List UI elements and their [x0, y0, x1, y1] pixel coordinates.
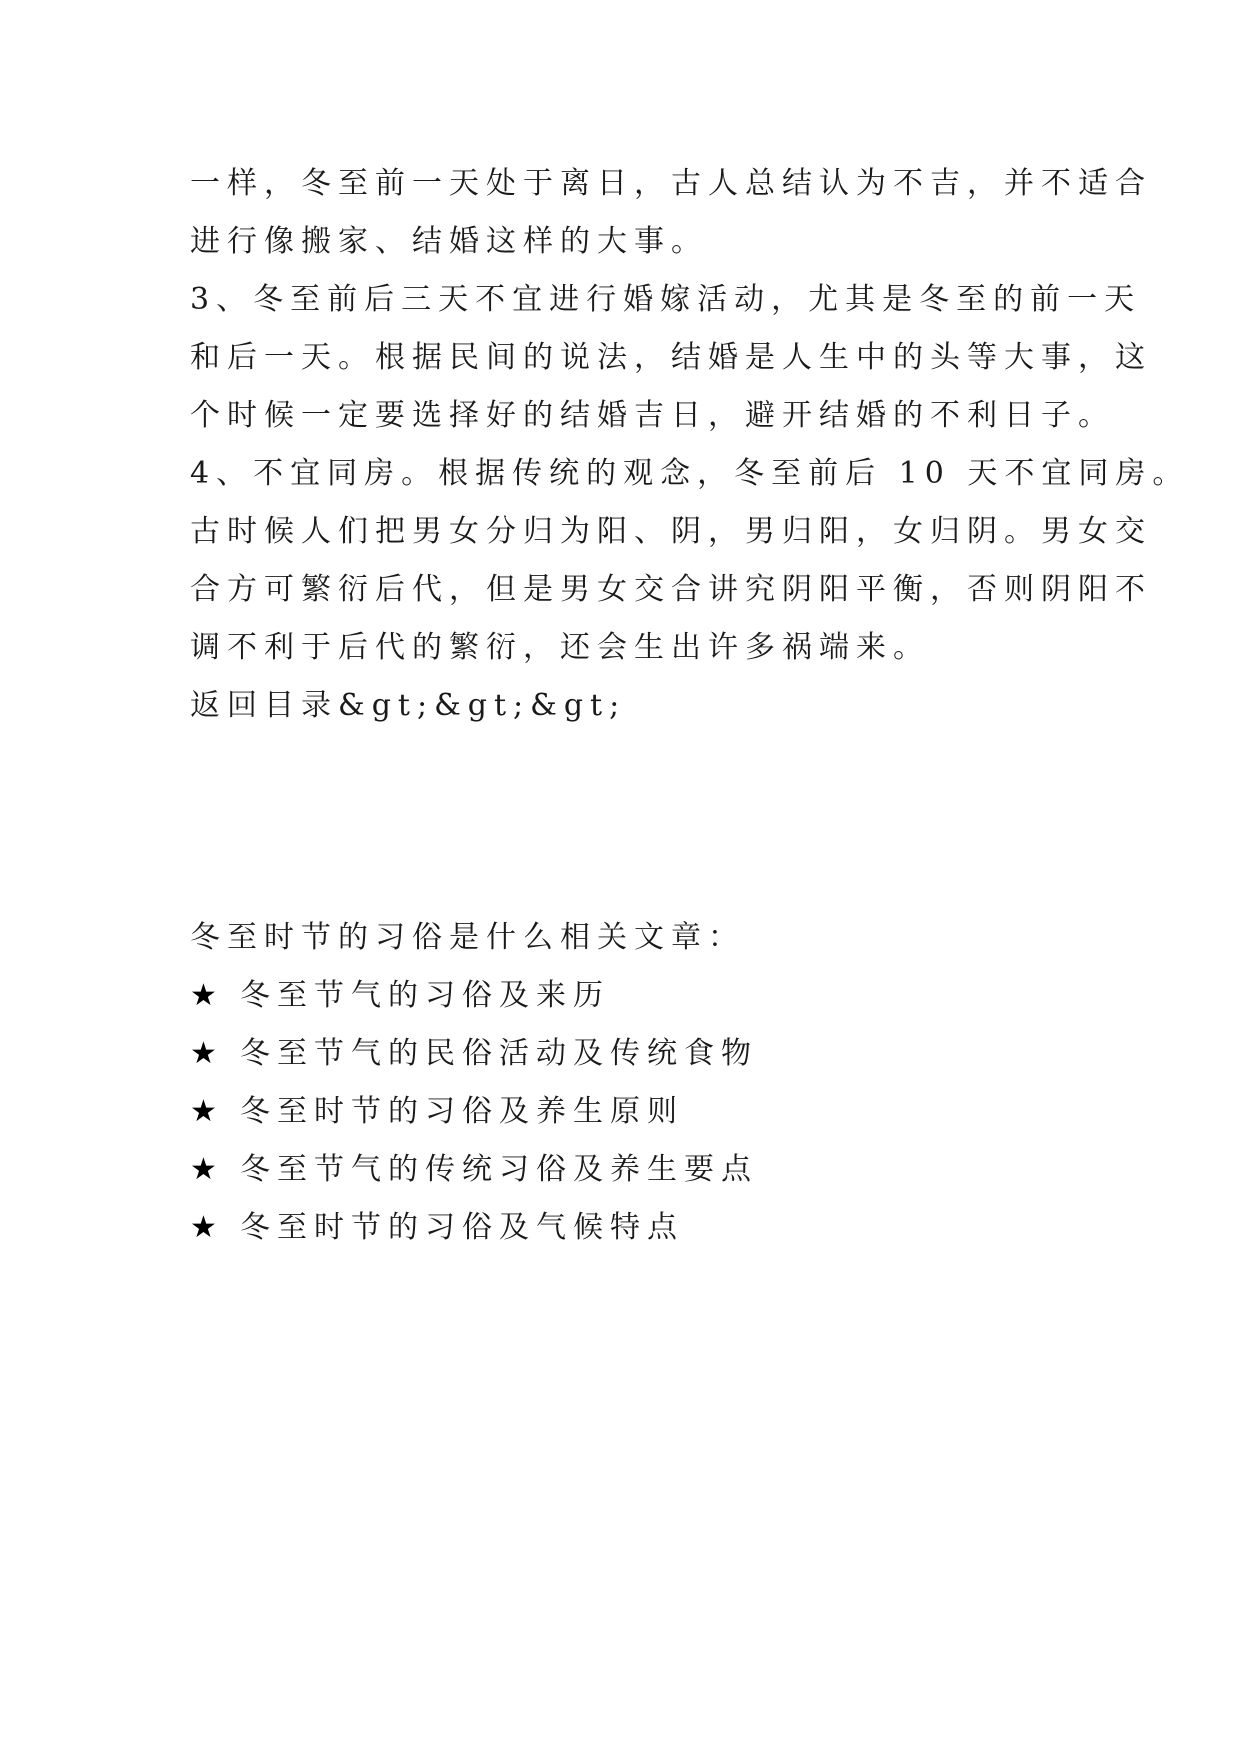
related-articles-heading: 冬至时节的习俗是什么相关文章：: [190, 920, 745, 955]
body-line-7: 古时候人们把男女分归为阳、阴，男归阳，女归阴。男女交: [190, 514, 1152, 549]
back-to-toc-link[interactable]: 返回目录&gt;&gt;&gt;: [190, 688, 627, 723]
star-icon: ★: [190, 1094, 217, 1129]
body-line-9: 调不利于后代的繁衍，还会生出许多祸端来。: [190, 630, 930, 665]
related-article-title: 冬至时节的习俗及气候特点: [240, 1210, 684, 1245]
body-line-3: 3、冬至前后三天不宜进行婚嫁活动，尤其是冬至的前一天: [190, 282, 1142, 317]
body-line-2: 进行像搬家、结婚这样的大事。: [190, 224, 708, 259]
related-article-link[interactable]: [190, 1092, 1090, 1132]
related-article-link[interactable]: [190, 1034, 1090, 1074]
related-article-title: 冬至节气的传统习俗及养生要点: [240, 1152, 758, 1187]
related-article-link[interactable]: [190, 976, 1090, 1016]
related-article-title: 冬至节气的民俗活动及传统食物: [240, 1036, 758, 1071]
related-article-link[interactable]: [190, 1208, 1090, 1248]
body-line-6: 4、不宜同房。根据传统的观念，冬至前后 10 天不宜同房。: [190, 456, 1190, 491]
body-line-5: 个时候一定要选择好的结婚吉日，避开结婚的不利日子。: [190, 398, 1115, 433]
star-icon: ★: [190, 1036, 217, 1071]
body-line-1: 一样，冬至前一天处于离日，古人总结认为不吉，并不适合: [190, 166, 1152, 201]
related-article-link[interactable]: [190, 1150, 1090, 1190]
star-icon: ★: [190, 978, 217, 1013]
star-icon: ★: [190, 1152, 217, 1187]
related-article-title: 冬至节气的习俗及来历: [240, 978, 610, 1013]
related-article-title: 冬至时节的习俗及养生原则: [240, 1094, 684, 1129]
body-line-4: 和后一天。根据民间的说法，结婚是人生中的头等大事，这: [190, 340, 1152, 375]
star-icon: ★: [190, 1210, 217, 1245]
body-line-8: 合方可繁衍后代，但是男女交合讲究阴阳平衡，否则阴阳不: [190, 572, 1152, 607]
